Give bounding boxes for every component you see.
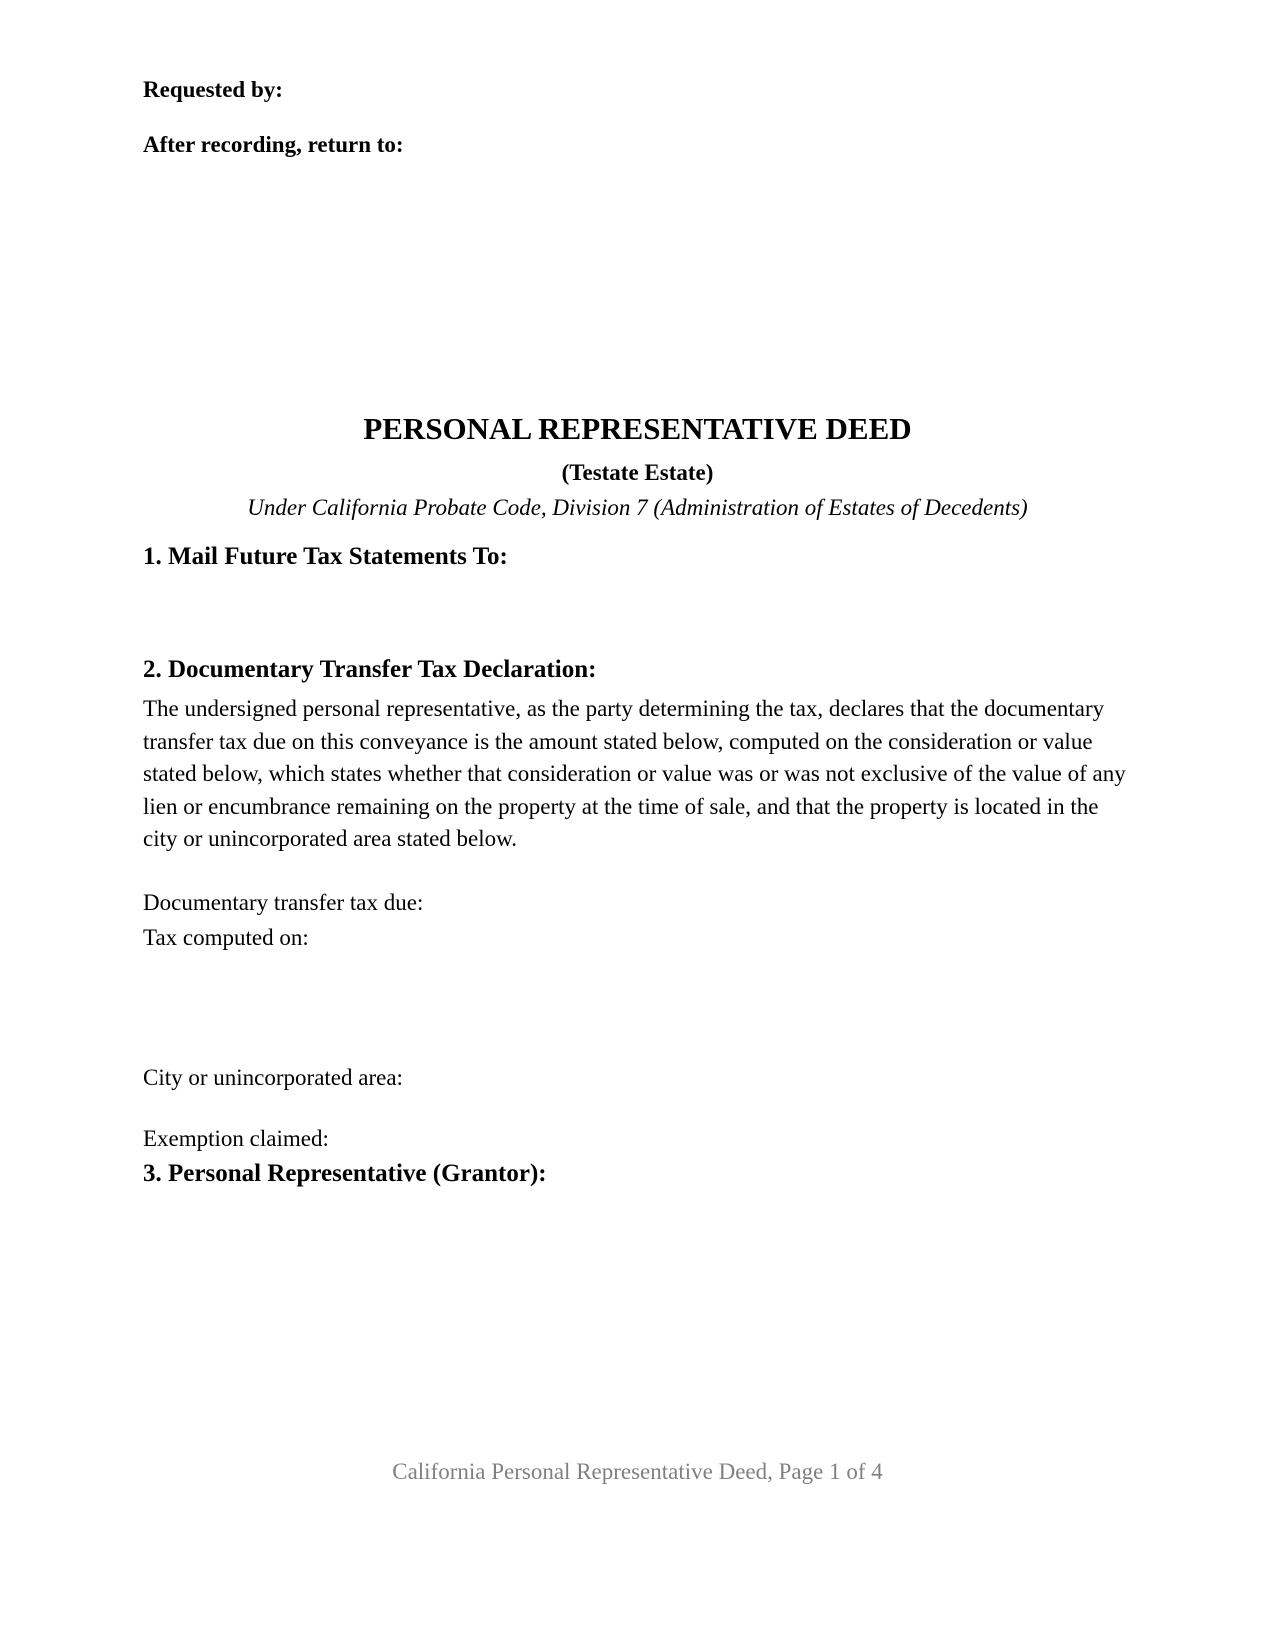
section-1-heading: 1. Mail Future Tax Statements To: xyxy=(143,543,508,570)
statute-reference: Under California Probate Code, Division 7 (Administration of Estates of Decedents) xyxy=(247,495,1028,520)
section-3-heading: 3. Personal Representative (Grantor): xyxy=(143,1160,547,1187)
exemption-label: Exemption claimed: xyxy=(143,1126,329,1151)
city-area-label: City or unincorporated area: xyxy=(143,1065,403,1090)
transfer-tax-declaration: The undersigned personal representative, as the party determining the tax, declares that the documentary transfer tax due on this conveyance is the amount stated below, computed on the consideration or value stated below, which states whether that consideration or value was or was not exclusive of the value of any lien or encumbrance remaining on the property at the time of sale, and that the property is located in the city or unincorporated area stated below. xyxy=(143,696,1126,852)
requested-by-label: Requested by: xyxy=(143,77,283,102)
exemption-field[interactable] xyxy=(460,1125,470,1153)
document-title: PERSONAL REPRESENTATIVE DEED xyxy=(363,411,912,446)
city-area-field[interactable] xyxy=(460,1064,470,1092)
computed-on-label: Tax computed on: xyxy=(143,925,309,950)
computed-on-field[interactable] xyxy=(460,924,470,952)
estate-type-subtitle: (Testate Estate) xyxy=(561,460,714,485)
tax-due-label: Documentary transfer tax due: xyxy=(143,890,424,915)
page-footer: California Personal Representative Deed, Page 1 of 4 xyxy=(392,1459,883,1484)
section-2-heading: 2. Documentary Transfer Tax Declaration: xyxy=(143,656,597,683)
return-to-label: After recording, return to: xyxy=(143,132,404,157)
tax-due-field[interactable] xyxy=(460,889,470,917)
